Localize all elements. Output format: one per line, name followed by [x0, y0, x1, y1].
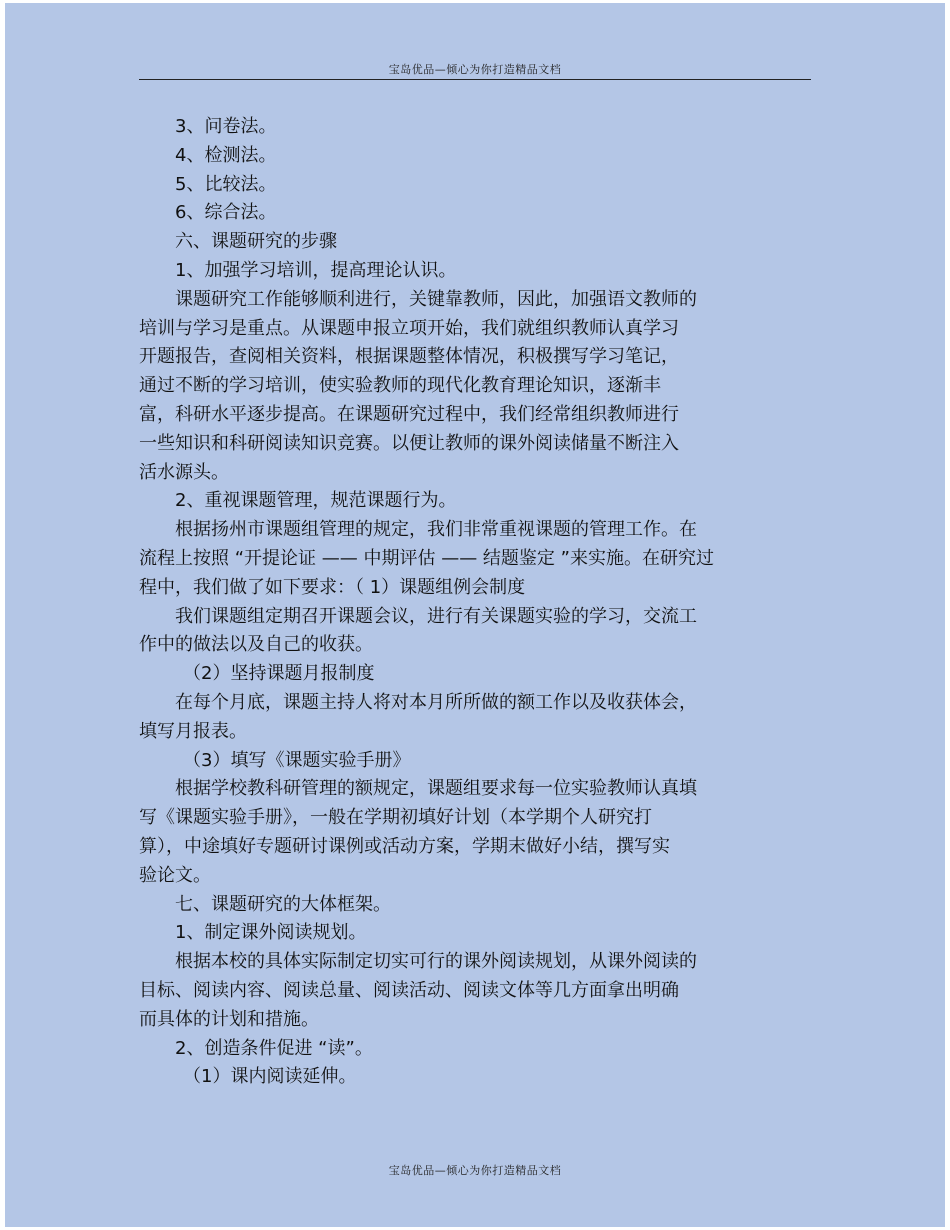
text-line: 写《课题实验手册》，一般在学期初填好计划（本学期个人研究打: [139, 807, 652, 829]
text-line: （1）课内阅读延伸。: [183, 1066, 357, 1088]
text-line: 6、综合法。: [175, 202, 277, 224]
text-line: 六、课题研究的步骤: [175, 231, 337, 253]
page-header: 宝岛优品—倾心为你打造精品文档: [388, 63, 562, 76]
text-line: 流程上按照 “开提论证 —— 中期评估 —— 结题鉴定 ”来实施。在研究过: [139, 547, 714, 569]
text-line: 作中的做法以及自己的收获。: [139, 634, 373, 656]
header-divider: [139, 79, 811, 80]
text-line: 程中，我们做了如下要求：（ 1）课题组例会制度: [139, 576, 526, 598]
text-line: 算），中途填好专题研讨课例或活动方案，学期末做好小结，撰写实: [139, 835, 670, 857]
document-body: [139, 113, 784, 1092]
text-line: 填写月报表。: [139, 720, 247, 742]
text-line: 目标、阅读内容、阅读总量、阅读活动、阅读文体等几方面拿出明确: [139, 979, 679, 1001]
text-line: 通过不断的学习培训，使实验教师的现代化教育理论知识，逐渐丰: [139, 375, 661, 397]
text-line: （3）填写《课题实验手册》: [183, 749, 411, 771]
text-line: 七、课题研究的大体框架。: [175, 893, 391, 915]
text-line: 2、重视课题管理，规范课题行为。: [175, 490, 457, 512]
text-line: 根据本校的具体实际制定切实可行的课外阅读规划，从课外阅读的: [175, 951, 697, 973]
text-line: 我们课题组定期召开课题会议，进行有关课题实验的学习，交流工: [175, 605, 697, 627]
text-line: 验论文。: [139, 864, 211, 886]
text-line: 根据扬州市课题组管理的规定，我们非常重视课题的管理工作。在: [175, 519, 697, 541]
text-line: 2、创造条件促进 “读”。: [175, 1037, 373, 1059]
text-line: 而具体的计划和措施。: [139, 1008, 319, 1030]
text-line: 课题研究工作能够顺利进行，关键靠教师，因此，加强语文教师的: [175, 288, 697, 310]
text-line: 1、制定课外阅读规划。: [175, 922, 367, 944]
text-line: 3、问卷法。: [175, 116, 277, 137]
text-line: 5、比较法。: [175, 173, 277, 195]
text-line: 1、加强学习培训，提高理论认识。: [175, 259, 457, 281]
text-line: 4、检测法。: [175, 144, 277, 166]
text-line: 根据学校教科研管理的额规定，课题组要求每一位实验教师认真填: [175, 778, 697, 800]
text-line: 开题报告，查阅相关资料，根据课题整体情况，积极撰写学习笔记，: [139, 346, 679, 368]
text-line: 一些知识和科研阅读知识竞赛。以便让教师的课外阅读储量不断注入: [139, 432, 679, 454]
document-page: [5, 3, 945, 1227]
text-line: （2）坚持课题月报制度: [183, 663, 375, 685]
text-line: 在每个月底，课题主持人将对本月所所做的额工作以及收获体会，: [175, 691, 697, 713]
text-line: 培训与学习是重点。从课题申报立项开始，我们就组织教师认真学习: [139, 317, 679, 339]
text-line: 富，科研水平逐步提高。在课题研究过程中，我们经常组织教师进行: [139, 403, 679, 425]
page-footer: 宝岛优品—倾心为你打造精品文档: [388, 1164, 562, 1177]
text-line: 活水源头。: [139, 461, 229, 483]
